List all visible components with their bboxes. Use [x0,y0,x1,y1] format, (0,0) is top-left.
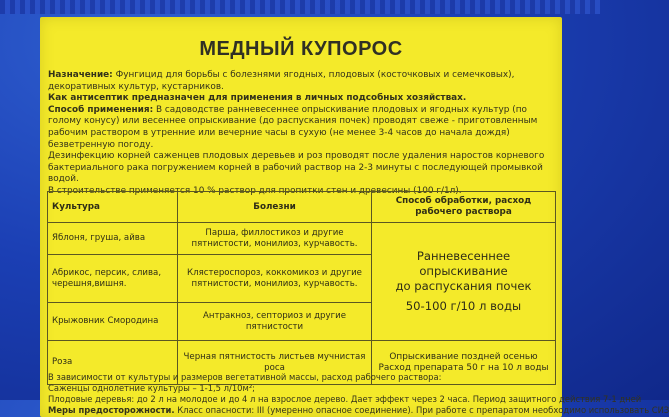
purpose-label: Назначение: [48,70,113,80]
disease-cell: Парша, филлостикоз и другие пятнистости, монилиоз, курчавость. [178,223,372,255]
dosage-table [47,191,556,385]
table-header-row [48,192,556,223]
instructions-text [48,70,556,198]
footer-line: Саженцы однолетние культуры – 1-1,5 л/10м²; [48,383,255,393]
footer-line: Плодовые деревья: до 2 л на молодое и до 4 л на взрослое дерево. Дает эффект через 2 часа. Период защитного действия 7-1 дней [48,394,642,404]
precautions-line [48,405,669,416]
disease-cell: Черная пятнистость листьев мучнистая роса [178,341,372,385]
table-row [48,223,556,255]
header-disease: Болезни [178,192,372,223]
precautions-label: Меры предосторожности. [48,405,175,415]
footer-line: В зависимости от культуры и размеров вегетативной массы, расход рабочего раствора: [48,372,442,382]
header-method: Способ обработки, расход рабочего раствора [372,192,556,223]
method-cell-main [372,223,556,341]
method-main-line1: Ранневесеннее опрыскивание [416,249,511,278]
header-culture: Культура [48,192,178,223]
disease-cell: Клястероспороз, коккомикоз и другие пятнистости, монилиоз, курчавость. [178,255,372,303]
method-main-line3: 50-100 г/10 л воды [405,299,522,313]
precautions-text: Класс опасности: III (умеренно опасное соединение). При работе с препаратом необходимо использовать СИЗ [177,405,669,415]
culture-cell: Абрикос, персик, слива, черешня,вишня. [48,255,178,303]
culture-cell: Крыжовник Смородина [48,303,178,341]
application-label: Способ применения: [48,104,154,115]
method-rose-line1: Опрыскивание поздней осенью [389,351,538,362]
purpose-text: Фунгицид для борьбы с болезнями ягодных, плодовых (косточковых и семечковых), декоративных культур, кустарников. [48,70,515,92]
packet-edge [0,0,600,14]
disinfection-paragraph: Дезинфекцию корней саженцев плодовых деревьев и роз проводят после удаления наростов корневого бактериального рака погружением корней в рабочий раствор на 2-3 минуты с последующей промывкой водой. [48,151,545,185]
product-label [40,17,669,417]
method-rose-line2: Расход препарата 50 г на 10 л воды [378,362,549,373]
application-text: В садоводстве ранневесеннее опрыскивание плодовых и ягодных культур (по голому конусу) или весеннее опрыскивание (до распускания почек) проводят свеже - приготовленным рабочим раствором в утренние или вечерние часы в сухую (не менее 3-4 часов до начала дождя) безветренную погоду. [48,104,538,150]
construction-paragraph: В строительстве применяется 10 % раствор для пропитки стен и древесины (100 г/1л). [48,185,462,196]
purpose-paragraph [48,70,556,93]
product-title: МЕДНЫЙ КУПОРОС [199,38,403,60]
application-paragraph [48,105,556,151]
culture-cell: Яблоня, груша, айва [48,223,178,255]
method-main-line2: до распускания почек [395,279,532,293]
antiseptic-note: Как антисептик предназначен для применения в личных подсобных хозяйствах. [48,93,467,104]
culture-cell: Роза [48,341,178,385]
footer-text [48,372,669,416]
disease-cell: Антракноз, септориоз и другие пятнистости [178,303,372,341]
